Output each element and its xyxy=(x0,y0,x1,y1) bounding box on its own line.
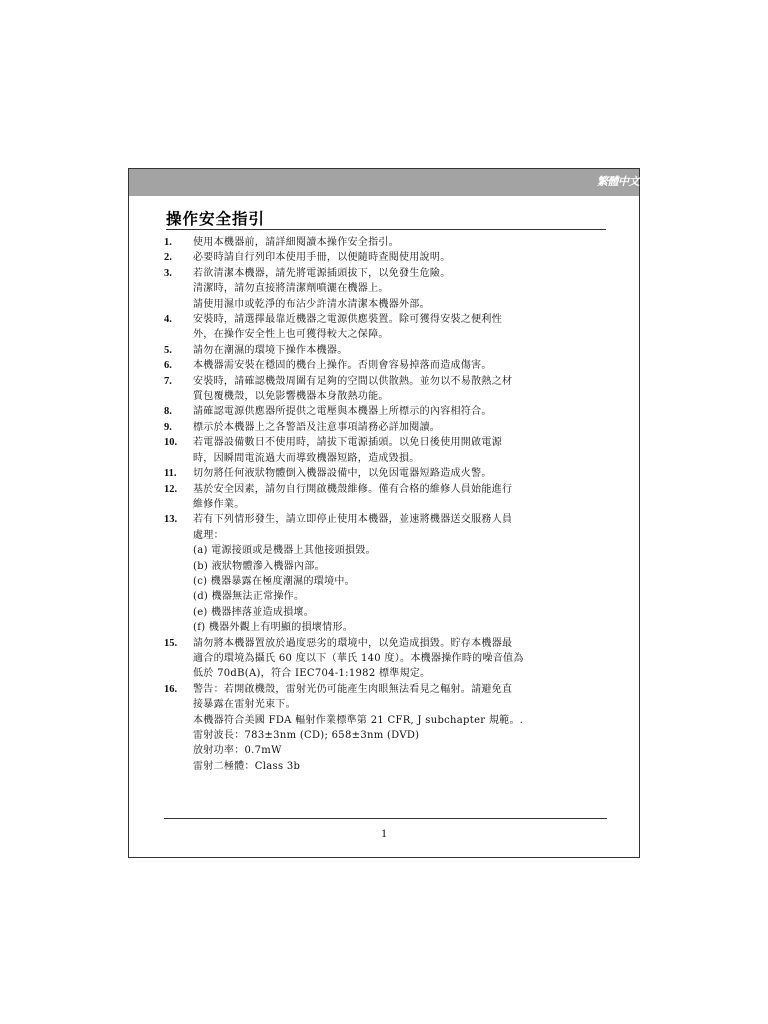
item-line: (c) 機器暴露在極度潮濕的環境中。 xyxy=(193,575,355,587)
item-number: 1. xyxy=(164,237,172,248)
item-line: 必要時請自行列印本使用手冊，以便隨時查閱使用說明。 xyxy=(193,252,451,264)
item-number: 6. xyxy=(164,360,172,372)
item-line: 標示於本機器上之各警語及注意事項請務必詳加閱讀。 xyxy=(193,421,441,433)
item-line: 雷射二極體：Class 3b xyxy=(193,760,301,772)
item-text xyxy=(193,512,604,635)
item-number: 4. xyxy=(164,314,172,326)
item-line: 請確認電源供應器所提供之電壓與本機器上所標示的內容相符合。 xyxy=(193,406,492,418)
list-item xyxy=(164,266,604,312)
item-text xyxy=(193,435,604,466)
item-line: 適合的環境為攝氏 60 度以下（華氏 140 度）。本機器操作時的噪音值為 xyxy=(193,652,524,664)
list-item xyxy=(164,250,604,265)
item-line: 維修作業。 xyxy=(193,498,245,510)
safety-instructions-list xyxy=(164,235,604,774)
list-item xyxy=(164,358,604,373)
item-line: 使用本機器前，請詳細閱讀本操作安全指引。 xyxy=(193,237,399,248)
item-text xyxy=(193,266,604,312)
item-line: (d) 機器無法正常操作。 xyxy=(193,591,305,603)
item-line: 安裝時，請確認機殼周圍有足夠的空間以供散熱。並勿以不易散熱之材 xyxy=(193,375,513,387)
item-number: 9. xyxy=(164,421,172,433)
list-item xyxy=(164,420,604,435)
item-line: 低於 70dB(A)，符合 IEC704-1:1982 標準規定。 xyxy=(193,668,431,680)
item-number: 7. xyxy=(164,375,172,387)
language-label: 繁體中文 xyxy=(597,175,639,188)
list-item xyxy=(164,482,604,513)
item-line: 安裝時，請選擇最靠近機器之電源供應裝置。除可獲得安裝之便利性 xyxy=(193,314,502,326)
item-line: 雷射波長：783±3nm (CD); 658±3nm (DVD) xyxy=(193,730,420,741)
item-line: 若電器設備數日不使用時，請拔下電源插頭。以免日後使用開啟電源 xyxy=(193,437,502,449)
list-item xyxy=(164,404,604,419)
item-line: (b) 液狀物體滲入機器內部。 xyxy=(193,560,325,572)
list-item xyxy=(164,636,604,682)
item-text xyxy=(193,343,604,358)
item-number: 12. xyxy=(164,483,178,495)
document-page xyxy=(128,168,640,858)
item-line: 若欲清潔本機器，請先將電源插頭拔下，以免發生危險。 xyxy=(193,267,451,279)
footer-divider xyxy=(164,818,607,819)
item-text xyxy=(193,682,604,774)
item-line: 本機器需安裝在穩固的機台上操作。否則會容易掉落而造成傷害。 xyxy=(193,360,492,372)
list-item xyxy=(164,374,604,405)
item-text xyxy=(193,250,604,265)
item-text xyxy=(193,235,604,250)
item-line: (a) 電源接頭或是機器上其他接頭損毀。 xyxy=(193,545,376,557)
item-line: 請使用濕巾或乾淨的布沾少許清水清潔本機器外部。 xyxy=(193,298,430,310)
item-line: (f) 機器外觀上有明顯的損壞情形。 xyxy=(193,622,354,634)
list-item xyxy=(164,682,604,774)
document-title: 操作安全指引 xyxy=(166,209,266,228)
page-number: 1 xyxy=(381,826,387,840)
item-line: 放射功率：0.7mW xyxy=(193,745,282,757)
item-number: 11. xyxy=(164,468,177,480)
item-number: 2. xyxy=(164,252,172,264)
item-text xyxy=(193,466,604,481)
item-number: 3. xyxy=(164,267,172,279)
list-item xyxy=(164,435,604,466)
item-number: 8. xyxy=(164,406,172,418)
item-line: 處理： xyxy=(193,529,224,541)
list-item xyxy=(164,512,604,635)
title-divider xyxy=(166,229,606,230)
item-text xyxy=(193,374,604,405)
item-line: 時，因瞬間電流過大而導致機器短路，造成毀損。 xyxy=(193,452,420,464)
item-line: 請勿將本機器置放於過度惡劣的環境中，以免造成損毀。貯存本機器最 xyxy=(193,637,513,649)
item-line: 接暴露在雷射光束下。 xyxy=(193,699,296,711)
item-line: (e) 機器摔落並造成損壞。 xyxy=(193,606,315,618)
item-number: 13. xyxy=(164,514,178,526)
item-number: 15. xyxy=(164,637,178,649)
item-number: 16. xyxy=(164,683,178,695)
item-line: 請勿在潮濕的環境下操作本機器。 xyxy=(193,344,348,356)
list-item xyxy=(164,235,604,250)
item-line: 外，在操作安全性上也可獲得較大之保障。 xyxy=(193,329,389,341)
item-text xyxy=(193,636,604,682)
item-text xyxy=(193,482,604,513)
list-item xyxy=(164,312,604,343)
item-text xyxy=(193,404,604,419)
item-line: 本機器符合美國 FDA 輻射作業標準第 21 CFR, J subchapter 規範。. xyxy=(193,714,524,726)
item-text xyxy=(193,420,604,435)
item-text xyxy=(193,358,604,373)
item-line: 基於安全因素，請勿自行開啟機殼維修。僅有合格的維修人員始能進行 xyxy=(193,483,513,495)
item-text xyxy=(193,312,604,343)
list-item xyxy=(164,466,604,481)
item-number: 5. xyxy=(164,344,172,356)
header-band xyxy=(129,169,639,196)
item-line: 質包覆機殼，以免影響機器本身散熱功能。 xyxy=(193,391,389,403)
item-line: 警告：若開啟機殼，雷射光仍可能產生肉眼無法看見之輻射。請避免直 xyxy=(193,683,513,695)
item-line: 切勿將任何液狀物體倒入機器設備中，以免因電器短路造成火警。 xyxy=(193,468,492,480)
item-line: 若有下列情形發生，請立即停止使用本機器，並速將機器送交服務人員 xyxy=(193,514,513,526)
list-item xyxy=(164,343,604,358)
item-number: 10. xyxy=(164,437,178,449)
item-line: 清潔時，請勿直接將清潔劑噴灑在機器上。 xyxy=(193,283,389,295)
